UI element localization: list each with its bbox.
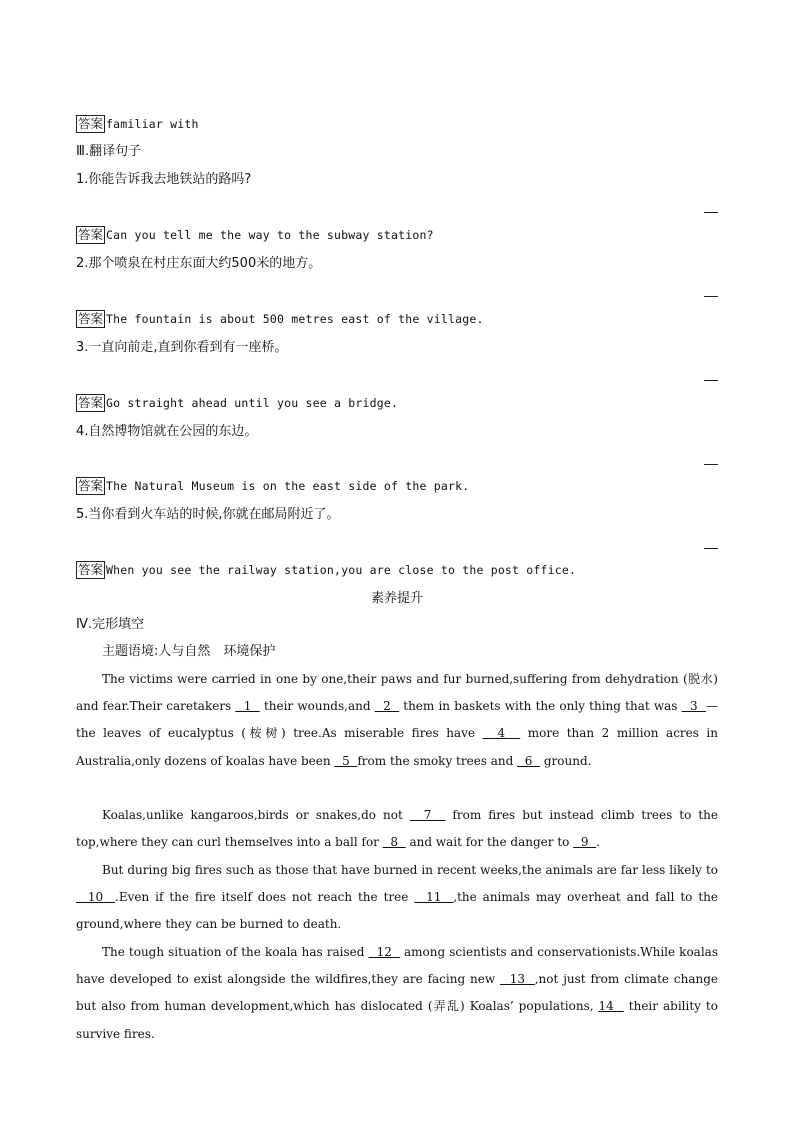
answer-blank-5 xyxy=(704,548,718,549)
blank-10[interactable]: 10 xyxy=(76,890,115,905)
question-1: 1.你能告诉我去地铁站的路吗? xyxy=(76,172,252,187)
text-run: Koalas,unlike kangaroos,birds or snakes,do not xyxy=(102,808,410,822)
answer-text: Can you tell me the way to the subway station? xyxy=(106,228,434,242)
answer-line-1 xyxy=(76,226,718,244)
answer-text: Go straight ahead until you see a bridge. xyxy=(106,396,399,410)
answer-badge: 答案 xyxy=(78,395,104,410)
answer-badge: 答案 xyxy=(78,116,104,131)
blank-13[interactable]: 13 xyxy=(499,972,535,987)
text-run: .Even if the fire itself does not reach the tree xyxy=(115,890,415,905)
question-3: 3.一直向前走,直到你看到有一座桥。 xyxy=(76,340,288,355)
answer-blank-2 xyxy=(704,296,718,297)
answer-line-prev xyxy=(76,115,718,133)
cloze-paragraph-1 xyxy=(76,666,718,775)
blank-1[interactable]: 1 xyxy=(235,699,260,714)
text-run: from fires but instead climb trees to the top,where they can curl themselves into a ball for xyxy=(76,808,718,850)
blank-8[interactable]: 8 xyxy=(382,835,406,850)
answer-text: When you see the railway station,you are close to the post office. xyxy=(106,563,577,577)
text-run: from the smoky trees and xyxy=(357,753,518,768)
answer-badge: 答案 xyxy=(78,311,104,326)
text-run: The victims were carried in one by one,their paws and fur burned,suffering from dehydration (脱水) and fear.Their caretakers xyxy=(76,672,718,714)
text-run: among scientists and conservationists.While koalas have developed to exist alongside the wildfires,they are facing new xyxy=(76,945,718,987)
text-run: them in baskets with the only thing that was xyxy=(399,699,682,714)
blank-5[interactable]: 5 xyxy=(334,753,358,768)
answer-line-4 xyxy=(76,477,718,495)
blank-14[interactable]: 14 xyxy=(598,999,624,1014)
text-run: The tough situation of the koala has raised xyxy=(102,945,369,959)
text-run: ,the animals may overheat and fall to the ground,where they can be burned to death. xyxy=(76,890,718,932)
blank-6[interactable]: 6 xyxy=(517,753,541,768)
answer-line-5 xyxy=(76,561,718,579)
answer-badge: 答案 xyxy=(78,227,104,242)
blank-4[interactable]: 4 xyxy=(482,726,521,741)
answer-blank-3 xyxy=(704,380,718,381)
blank-12[interactable]: 12 xyxy=(368,945,400,959)
text-run: their ability to survive fires. xyxy=(76,999,718,1041)
cloze-paragraph-4 xyxy=(76,939,718,1048)
section-title-translation: Ⅲ.翻译句子 xyxy=(76,144,142,159)
answer-blank-1 xyxy=(704,212,718,213)
question-4: 4.自然博物馆就在公园的东边。 xyxy=(76,424,258,439)
answer-blank-4 xyxy=(704,464,718,465)
cloze-paragraph-3 xyxy=(76,857,718,939)
answer-line-3 xyxy=(76,394,718,412)
text-run: their wounds,and xyxy=(259,699,375,714)
theme-context: 主题语境:人与自然 环境保护 xyxy=(102,644,276,659)
answer-text: The fountain is about 500 metres east of the village. xyxy=(106,312,484,326)
answer-text: familiar with xyxy=(106,117,199,131)
cloze-paragraph-2 xyxy=(76,802,718,856)
text-run: and wait for the danger to xyxy=(405,835,574,850)
answer-line-2 xyxy=(76,310,718,328)
blank-11[interactable]: 11 xyxy=(414,890,454,905)
text-run: —the leaves of eucalyptus (桉树) tree.As miserable fires have xyxy=(76,699,718,741)
blank-9[interactable]: 9 xyxy=(573,835,597,850)
text-run: ,not just from climate change but also from human development,which has dislocated (弄乱) Koalas’ populations, xyxy=(76,972,718,1014)
question-5: 5.当你看到火车站的时候,你就在邮局附近了。 xyxy=(76,507,340,522)
text-run: . xyxy=(596,835,600,850)
blank-3[interactable]: 3 xyxy=(681,699,706,714)
answer-text: The Natural Museum is on the east side of the park. xyxy=(106,479,470,493)
answer-badge: 答案 xyxy=(78,562,104,577)
answer-badge: 答案 xyxy=(78,478,104,493)
blank-2[interactable]: 2 xyxy=(374,699,400,714)
section-heading-improve: 素养提升 xyxy=(370,591,423,606)
blank-7[interactable]: 7 xyxy=(409,808,446,822)
text-run: more than 2 million acres in Australia,only dozens of koalas have been xyxy=(76,726,718,768)
question-2: 2.那个喷泉在村庄东面大约500米的地方。 xyxy=(76,256,322,271)
section-title-cloze: Ⅳ.完形填空 xyxy=(76,617,145,632)
text-run: But during big fires such as those that have burned in recent weeks,the animals are far less likely to xyxy=(102,863,718,877)
text-run: ground. xyxy=(540,753,592,768)
